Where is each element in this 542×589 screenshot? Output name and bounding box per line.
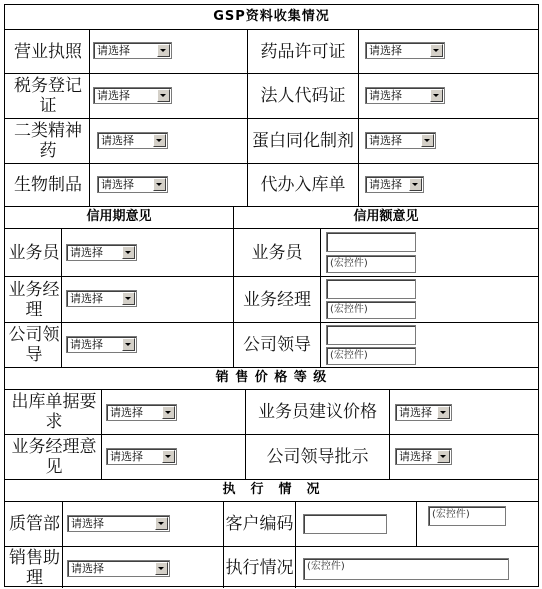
- divider: [61, 228, 62, 367]
- customer-code-label: 客户编码: [225, 514, 294, 534]
- price-level-title: 销 售 价 格 等 级: [215, 370, 328, 385]
- chevron-down-icon[interactable]: [155, 562, 168, 575]
- business-license-label: 营业执照: [14, 41, 82, 62]
- select-value: 请选择: [97, 89, 130, 102]
- chevron-down-icon[interactable]: [157, 44, 170, 57]
- execution-title: 执 行 情 况: [222, 482, 321, 497]
- salesman-suggest-select[interactable]: [395, 404, 452, 421]
- credit-salesman-label: 业务员: [8, 242, 60, 263]
- divider: [62, 501, 63, 588]
- select-value: 请选择: [369, 44, 402, 57]
- amount-leader-control[interactable]: (宏控件): [326, 347, 416, 365]
- credit-manager-label: 业务经理: [8, 279, 60, 320]
- customer-code-input[interactable]: [303, 514, 387, 534]
- select-value: 请选择: [71, 517, 104, 530]
- tax-registration-label: 税务登记证: [14, 76, 82, 116]
- protein-anabolic-select[interactable]: [365, 132, 436, 149]
- drug-license-select[interactable]: [365, 42, 445, 59]
- quality-select[interactable]: [67, 515, 170, 532]
- quality-control[interactable]: (宏控件): [428, 506, 506, 526]
- divider: [89, 29, 90, 206]
- gsp-section-title: GSP资料收集情况: [213, 9, 330, 24]
- amount-manager-label: 业务经理: [243, 289, 311, 310]
- chevron-down-icon[interactable]: [162, 406, 175, 419]
- credit-manager-select[interactable]: [66, 290, 137, 307]
- amount-salesman-control[interactable]: (宏控件): [326, 255, 416, 273]
- select-value: 请选择: [369, 134, 402, 147]
- select-value: 请选择: [110, 450, 143, 463]
- leader-approval-label: 公司领导批示: [266, 447, 369, 467]
- divider: [295, 501, 296, 588]
- chevron-down-icon[interactable]: [421, 134, 434, 147]
- chevron-down-icon[interactable]: [430, 89, 443, 102]
- agency-inbound-label: 代办入库单: [260, 175, 346, 195]
- chevron-down-icon[interactable]: [153, 178, 166, 191]
- quality-label: 质管部: [9, 514, 60, 534]
- outbound-request-select[interactable]: [106, 404, 177, 421]
- credit-salesman-select[interactable]: [66, 244, 137, 261]
- chevron-down-icon[interactable]: [155, 517, 168, 530]
- leader-approval-select[interactable]: [395, 448, 452, 465]
- outbound-request-label: 出库单据要求: [11, 392, 97, 432]
- psych-drugs-label: 二类精神药: [14, 121, 82, 161]
- select-value: 请选择: [101, 134, 134, 147]
- divider: [389, 389, 390, 479]
- form-frame: [4, 4, 539, 587]
- status-control[interactable]: (宏控件): [303, 558, 509, 580]
- biologics-label: 生物制品: [14, 175, 82, 195]
- psych-drugs-select[interactable]: [97, 132, 168, 149]
- chevron-down-icon[interactable]: [437, 450, 450, 463]
- select-value: 请选择: [399, 450, 432, 463]
- divider: [320, 228, 321, 367]
- chevron-down-icon[interactable]: [122, 292, 135, 305]
- select-value: 请选择: [369, 178, 402, 191]
- chevron-down-icon[interactable]: [430, 44, 443, 57]
- select-value: 请选择: [70, 338, 103, 351]
- sales-assistant-select[interactable]: [67, 560, 170, 577]
- sales-assistant-label: 销售助理: [9, 547, 60, 588]
- manager-opinion-label: 业务经理意见: [11, 437, 97, 477]
- protein-anabolic-label: 蛋白同化制剂: [252, 131, 354, 151]
- amount-manager-control[interactable]: (宏控件): [326, 301, 416, 319]
- credit-period-title: 信用期意见: [86, 209, 152, 224]
- legal-code-label: 法人代码证: [260, 86, 346, 106]
- credit-leader-label: 公司领导: [8, 325, 60, 365]
- amount-manager-input[interactable]: [326, 279, 416, 299]
- divider: [416, 501, 417, 546]
- chevron-down-icon[interactable]: [409, 178, 422, 191]
- salesman-suggest-label: 业务员建议价格: [258, 402, 377, 422]
- amount-salesman-input[interactable]: [326, 232, 416, 252]
- select-value: 请选择: [70, 292, 103, 305]
- chevron-down-icon[interactable]: [157, 89, 170, 102]
- business-license-select[interactable]: [93, 42, 172, 59]
- select-value: 请选择: [399, 406, 432, 419]
- select-value: 请选择: [369, 89, 402, 102]
- credit-amount-title: 信用额意见: [353, 209, 419, 224]
- select-value: 请选择: [70, 246, 103, 259]
- tax-registration-select[interactable]: [93, 87, 172, 104]
- amount-leader-label: 公司领导: [243, 335, 311, 355]
- credit-leader-select[interactable]: [66, 336, 137, 353]
- chevron-down-icon[interactable]: [122, 338, 135, 351]
- chevron-down-icon[interactable]: [153, 134, 166, 147]
- select-value: 请选择: [71, 562, 104, 575]
- drug-license-label: 药品许可证: [260, 41, 346, 62]
- legal-code-select[interactable]: [365, 87, 445, 104]
- chevron-down-icon[interactable]: [437, 406, 450, 419]
- chevron-down-icon[interactable]: [122, 246, 135, 259]
- amount-salesman-label: 业务员: [251, 242, 303, 263]
- agency-inbound-select[interactable]: [365, 176, 424, 193]
- biologics-select[interactable]: [97, 176, 168, 193]
- amount-leader-input[interactable]: [326, 325, 416, 345]
- status-label: 执行情况: [225, 557, 294, 578]
- divider: [101, 389, 102, 479]
- select-value: 请选择: [97, 44, 130, 57]
- manager-opinion-select[interactable]: [106, 448, 177, 465]
- chevron-down-icon[interactable]: [162, 450, 175, 463]
- select-value: 请选择: [110, 406, 143, 419]
- divider: [358, 29, 359, 206]
- select-value: 请选择: [101, 178, 134, 191]
